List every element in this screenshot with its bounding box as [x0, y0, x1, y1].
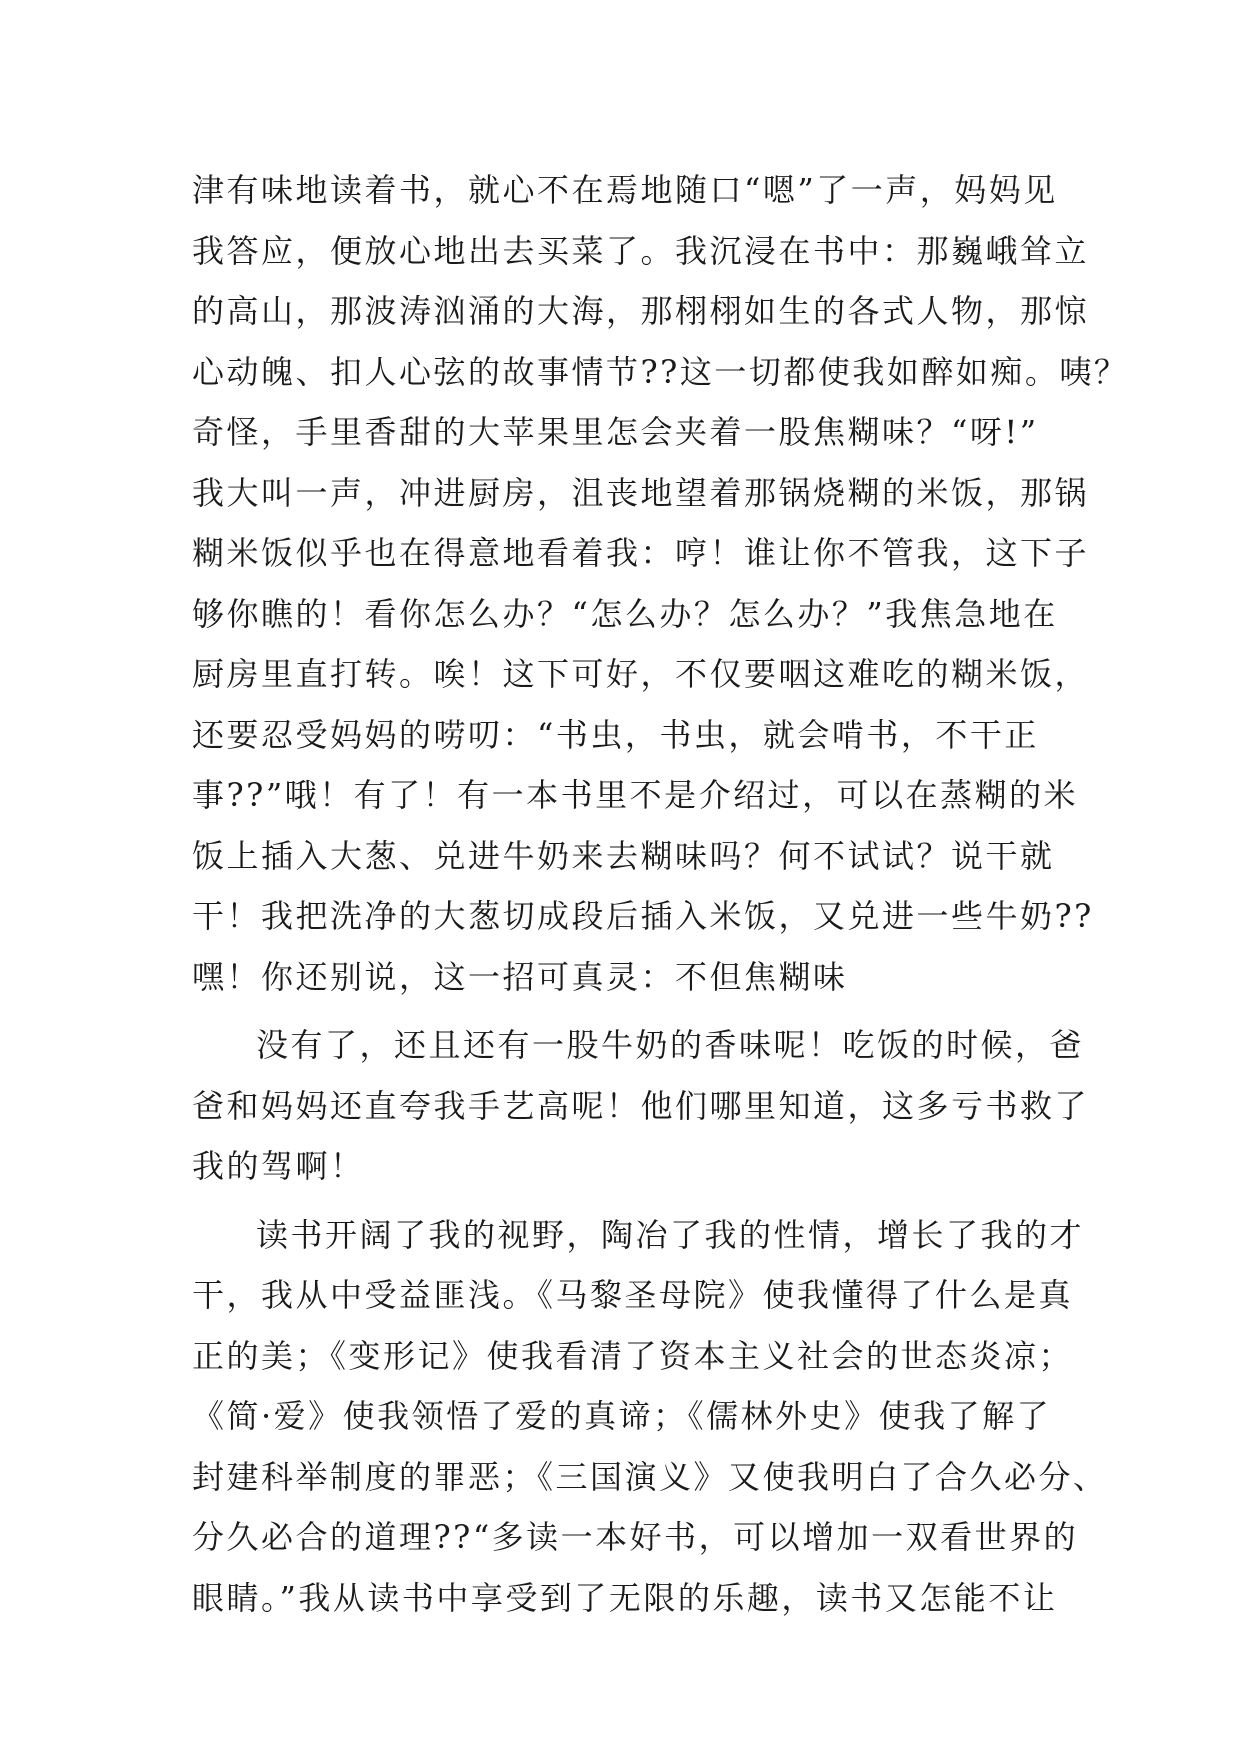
text-line: 心动魄、扣人心弦的故事情节??这一切都使我如醉如痴。咦？ — [192, 352, 1129, 391]
text-line: 正的美；《变形记》使我看清了资本主义社会的世态炎凉； — [192, 1336, 1074, 1375]
text-line: 津有味地读着书，就心不在焉地随口“嗯”了一声，妈妈见 — [192, 171, 1058, 209]
paragraph-spacer — [192, 1007, 1072, 1015]
text-line: 爸和妈妈还直夸我手艺高呢！他们哪里知道，这多亏书救了 — [192, 1086, 1090, 1125]
text-line: 我的驾啊！ — [192, 1147, 365, 1185]
paragraph-2 — [192, 1015, 1090, 1197]
text-line: 嘿！你还别说，这一招可真灵：不但焦糊味 — [192, 957, 848, 996]
text-line: 我答应，便放心地出去买菜了。我沉浸在书中：那巍峨耸立 — [192, 231, 1090, 270]
text-line: 奇怪，手里香甜的大苹果里怎会夹着一股焦糊味？“呀!” — [192, 413, 1039, 451]
text-line: 读书开阔了我的视野，陶冶了我的性情，增长了我的才 — [256, 1215, 1085, 1254]
text-line: 事??”哦！有了！有一本书里不是介绍过，可以在蒸糊的米 — [192, 776, 1079, 814]
text-line: 干！我把洗净的大葱切成段后插入米饭，又兑进一些牛奶?? — [192, 897, 1094, 935]
paragraph-3 — [192, 1205, 1108, 1629]
paragraph-1 — [192, 160, 1129, 1007]
text-line: 眼睛。”我从读书中享受到了无限的乐趣，读书又怎能不让 — [192, 1578, 1058, 1617]
text-line: 还要忍受妈妈的唠叨：“书虫，书虫，就会啃书，不干正 — [192, 715, 1039, 754]
text-line: 没有了，还且还有一股牛奶的香味呢！吃饭的时候，爸 — [256, 1026, 1085, 1064]
text-line: 够你瞧的！看你怎么办？“怎么办？怎么办？”我焦急地在 — [192, 594, 1058, 633]
paragraph-spacer — [192, 1197, 1072, 1205]
text-line: 饭上插入大葱、兑进牛奶来去糊味吗？何不试试？说干就 — [192, 836, 1055, 875]
document-body — [192, 160, 1129, 1628]
text-line: 厨房里直打转。唉！这下可好，不仅要咽这难吃的糊米饭， — [192, 655, 1090, 693]
text-line: 糊米饭似乎也在得意地看着我：哼！谁让你不管我，这下子 — [192, 534, 1090, 572]
text-line: 我大叫一声，冲进厨房，沮丧地望着那锅烧糊的米饭，那锅 — [192, 473, 1090, 512]
text-line: 《简·爱》使我领悟了爱的真谛；《儒林外史》使我了解了 — [192, 1397, 1052, 1435]
text-line: 干，我从中受益匪浅。《马黎圣母院》使我懂得了什么是真 — [192, 1276, 1074, 1314]
text-line: 分久必合的道理??“多读一本好书，可以增加一双看世界的 — [192, 1518, 1079, 1556]
text-line: 封建科举制度的罪恶；《三国演义》又使我明白了合久必分、 — [192, 1457, 1108, 1496]
text-line: 的高山，那波涛汹涌的大海，那栩栩如生的各式人物，那惊 — [192, 292, 1090, 330]
